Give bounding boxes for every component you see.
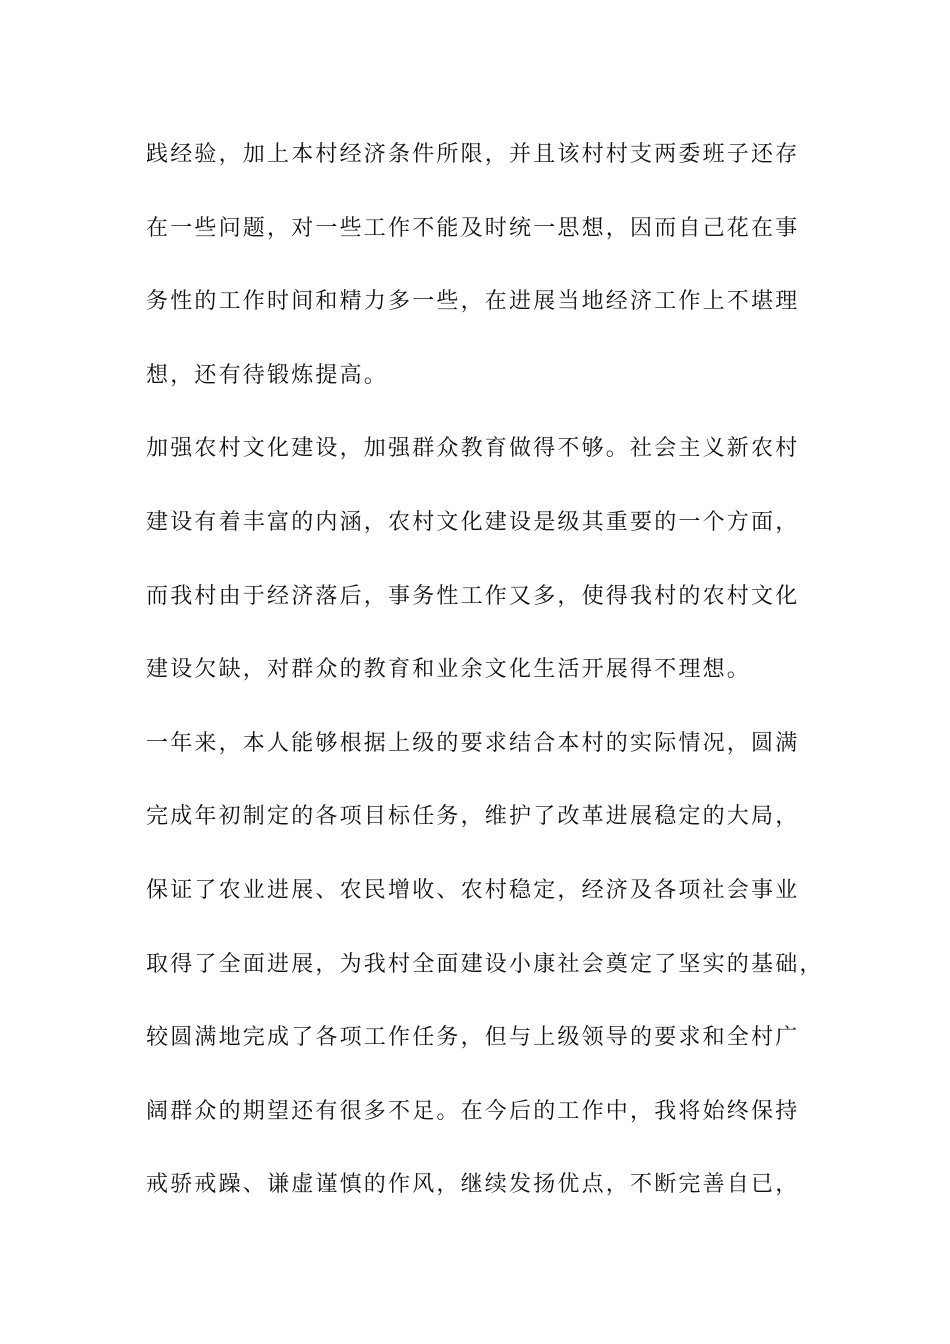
text-line: 在一些问题，对一些工作不能及时统一思想，因而自己花在事 — [146, 215, 800, 241]
text-line: 践经验，加上本村经济条件所限，并且该村村支两委班子还存 — [146, 142, 800, 167]
body-text — [146, 131, 826, 1235]
text-line: 想，还有待锻炼提高。 — [146, 362, 389, 388]
text-line: 戒骄戒躁、谦虚谨慎的作风，继续发扬优点，不断完善自已， — [146, 1172, 800, 1198]
text-line: 建设欠缺，对群众的教育和业余文化生活开展得不理想。 — [146, 657, 752, 683]
text-line: 阔群众的期望还有很多不足。在今后的工作中，我将始终保持 — [146, 1098, 800, 1124]
text-line: 较圆满地完成了各项工作任务，但与上级领导的要求和全村广 — [146, 1025, 800, 1051]
text-line: 一年来，本人能够根据上级的要求结合本村的实际情况，圆满 — [146, 730, 800, 756]
text-line: 建设有着丰富的内涵，农村文化建设是级其重要的一个方面， — [146, 509, 800, 535]
text-line: 取得了全面进展，为我村全面建设小康社会奠定了坚实的基础， — [146, 951, 824, 977]
text-line: 加强农村文化建设，加强群众教育做得不够。社会主义新农村 — [146, 436, 800, 462]
text-line: 保证了农业进展、农民增收、农村稳定，经济及各项社会事业 — [146, 877, 800, 903]
text-line: 完成年初制定的各项目标任务，维护了改革进展稳定的大局， — [146, 804, 800, 830]
text-line: 务性的工作时间和精力多一些，在进展当地经济工作上不堪理 — [146, 289, 800, 315]
text-line: 而我村由于经济落后，事务性工作又多，使得我村的农村文化 — [146, 583, 800, 609]
